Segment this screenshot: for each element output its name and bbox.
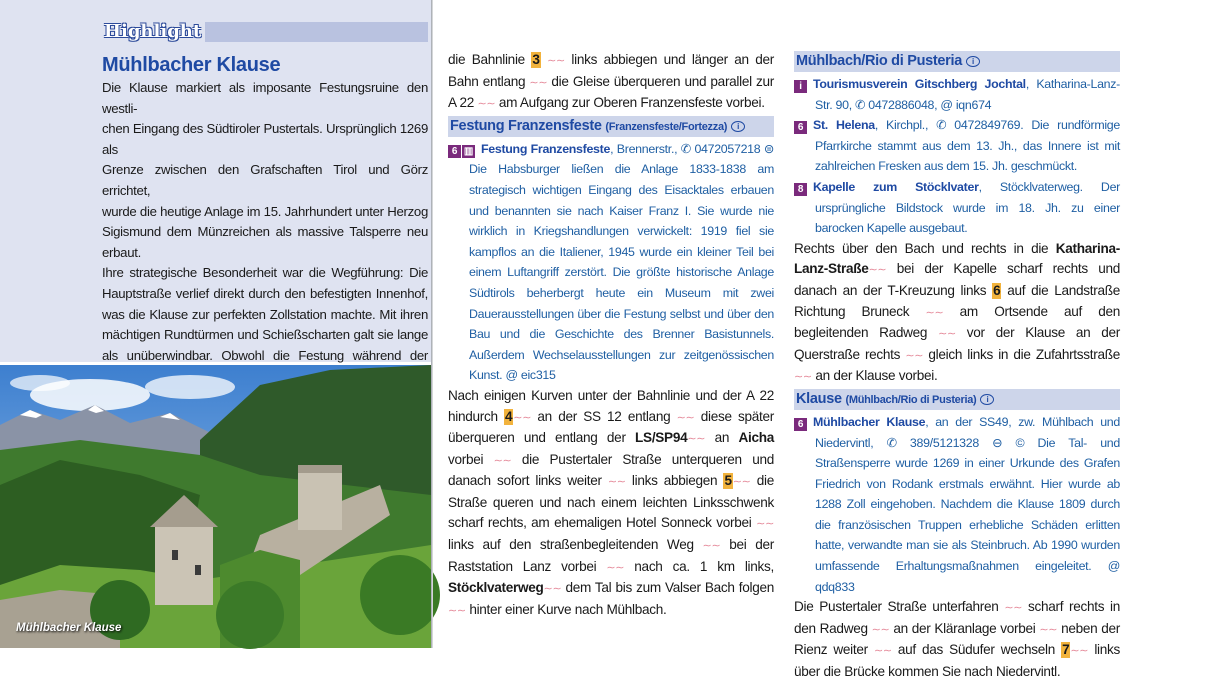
photo-illustration (0, 365, 431, 648)
photo-muehlbacher-klause (0, 365, 431, 648)
highlight-box (0, 0, 432, 362)
castle-icon: 6 (794, 418, 807, 431)
tourist-info-icon: i (794, 80, 807, 93)
column-middle (448, 50, 774, 621)
info-icon: i (980, 394, 994, 405)
poi-entry-kapelle: 8 Kapelle zum Stöcklvater, Stöcklvaterweg. Der ursprüngliche Bildstock wurde im 18. Jh. zu einer barocken Kapelle ausgebaut. (794, 177, 1120, 239)
route-arrow-icon: ∼∼ (756, 518, 774, 531)
waypoint-marker: 4 (505, 408, 513, 424)
route-arrow-icon: ∼∼ (676, 411, 695, 424)
waypoint-marker: 5 (724, 473, 732, 489)
route-paragraph-muehlbach: Rechts über den Bach und rechts in die Katharina-Lanz-Straße∼∼ bei der Kapelle scharf rechts und danach an der T-Kreuzung links 6 auf die Landstraße Richtung Bruneck ∼∼ am Ortsende auf den begleitenden Radweg ∼∼ vor der Klause an der Querstraße rechts ∼∼ gleich links in die Zufahrtsstraße ∼∼ an der Klause vorbei. (794, 240, 1120, 384)
column-right (794, 50, 1120, 683)
museum-icon: ▥ (463, 145, 474, 157)
info-icon: i (966, 56, 980, 67)
highlight-text-line: wurde die heutige Anlage im 15. Jahrhundert unter Herzog (102, 203, 428, 219)
highlight-text-line: Grenze zwischen den Grafschaften Tirol und Görz errichtet, (102, 162, 428, 198)
route-arrow-icon: ∼∼ (868, 264, 887, 277)
route-arrow-icon: ∼∼ (493, 454, 512, 467)
route-arrow-icon: ∼∼ (794, 371, 812, 384)
route-arrow-icon: ∼∼ (1004, 602, 1023, 615)
highlight-tag (102, 22, 428, 42)
route-arrow-icon: ∼∼ (938, 328, 956, 341)
highlight-text-line: chen Eingang des Südtiroler Pustertals. Ursprünglich 1269 als (102, 121, 428, 157)
route-arrow-icon: ∼∼ (1070, 645, 1089, 658)
route-arrow-icon: ∼∼ (529, 76, 548, 89)
info-icon: i (731, 121, 745, 132)
route-arrow-icon: ∼∼ (543, 583, 562, 596)
route-arrow-icon: ∼∼ (702, 540, 721, 553)
route-arrow-icon: ∼∼ (732, 476, 751, 489)
highlight-text-line: als unüberwindbar. Obwohl die Festung während der (102, 347, 428, 363)
waypoint-marker: 7 (1062, 642, 1070, 658)
church-icon: 6 (794, 121, 807, 134)
route-arrow-icon: ∼∼ (607, 476, 626, 489)
route-arrow-icon: ∼∼ (547, 55, 565, 67)
poi-entry-muehlbacher-klause: 6 Mühlbacher Klause, an der SS49, zw. Mühlbach und Niedervintl, ✆ 389/5121328 ⊖ © Die Tal- und Straßensperre wurde 1269 in einer Urkunde des Grafen Friedrich von Rodank erstmals erwähnt. Hier wurde ab 1288 Zoll eingehoben. Nachdem die Klause 1809 durch die französischen Truppen erhebliche Schäden erlitten hatte, verwandte man sie als Steinbruch. Ab 1990 wurden umfassende Erhaltungsmaßnahmen eingeleitet. @ qdq833 (794, 412, 1120, 597)
left-page (0, 0, 432, 648)
section-header-klause: Klause (Mühlbach/Rio di Pusteria) i (794, 389, 1120, 410)
poi-entry-st-helena: 6 St. Helena, Kirchpl., ✆ 0472849769. Die rundförmige Pfarrkirche stammt aus dem 13. Jh., das Innere ist mit zahlreichen Fresken aus dem 15. Jh. geschmückt. (794, 115, 1120, 177)
route-arrow-icon: ∼∼ (873, 645, 892, 658)
highlight-text-line: was die Klause zur perfekten Zollstation machte. Mit ihren (102, 306, 428, 322)
route-paragraph-intro: die Bahnlinie 3 ∼∼ links abbiegen und länger an der Bahn entlang ∼∼ die Gleise überqueren und parallel zur A 22 ∼∼ am Aufgang zur Oberen Franzensfeste vorbei. (448, 52, 775, 111)
waypoint-marker: 6 (993, 282, 1001, 298)
chapel-icon: 8 (794, 183, 807, 196)
page-gutter (431, 0, 433, 648)
highlight-title: Mühlbacher Klause (102, 54, 281, 76)
highlight-text-line: Die Klause markiert als imposante Festungsruine den westli- (102, 80, 428, 116)
section-header-franzensfeste: Festung Franzensfeste (Franzensfeste/Fortezza) i (448, 116, 774, 137)
route-arrow-icon: ∼∼ (448, 604, 466, 617)
highlight-text-line: Hauptstraße verlief direkt durch den befestigten Innenhof, (102, 285, 428, 301)
highlight-text-line: Sigismund dem Münzreichen als massive Talsperre neu erbaut. (102, 224, 428, 260)
church-icon: 6 (448, 145, 461, 158)
route-arrow-icon: ∼∼ (513, 411, 532, 424)
route-arrow-icon: ∼∼ (871, 623, 890, 636)
poi-entry-festung-franzensfeste: 6 ▥ Festung Franzensfeste, Brennerstr., ✆ 0472057218 ⊜ Die Habsburger ließen die Anlage 1833-1838 am strategisch wichtigen Eingang des Eisacktales erbauen und benannten sie nach Kaiser Franz I. Sie wurde nie wirklich in Kriegshandlungen verwickelt: 1919 fiel sie kampflos an die Italiener, 1945 wurde ein kleiner Teil bei einem Luftangriff zerstört. Die größte historische Anlage Südtirols beherbergt heute ein Museum mit zwei Dauerausstellungen über die Festung selbst und über den Bau und die Geschichte des Brenner Basistunnels. Außerdem Wechselausstellungen zur zeitgenössischen Kunst. @ eic315 (448, 139, 774, 386)
route-arrow-icon: ∼∼ (925, 306, 944, 319)
route-paragraph-main: Nach einigen Kurven unter der Bahnlinie und der A 22 hindurch 4∼∼ an der SS 12 entlang ∼∼ diese später überqueren und entlang der LS/SP94∼∼ an Aicha vorbei ∼∼ die Pustertaler Straße unterqueren und danach sofort links weiter ∼∼ links abbiegen 5∼∼ die Straße queren und nach einem leichten Linksschwenk scharf rechts, am ehemaligen Hotel Sonneck vorbei ∼∼ links auf den straßenbegleitenden Weg ∼∼ bei der Raststation Lanz vorbei ∼∼ nach ca. 1 km links, Stöcklvaterweg∼∼ dem Tal bis zum Valser Bach folgen ∼∼ hinter einer Kurve nach Mühlbach. (448, 387, 774, 617)
highlight-text-line: Ihre strategische Besonderheit war die Wegführung: Die (102, 265, 428, 281)
photo-caption: Mühlbacher Klause (16, 622, 122, 634)
route-paragraph-klause: Die Pustertaler Straße unterfahren ∼∼ scharf rechts in den Radweg ∼∼ an der Kläranlage vorbei ∼∼ neben der Rienz weiter ∼∼ auf das Südufer wechseln 7∼∼ links über die Brücke kommen Sie nach Niedervintl. (794, 599, 1121, 680)
waypoint-marker: 3 (532, 52, 540, 67)
route-arrow-icon: ∼∼ (687, 433, 706, 446)
section-header-muehlbach: Mühlbach/Rio di Pusteria i (794, 51, 1120, 72)
route-arrow-icon: ∼∼ (905, 349, 924, 362)
route-arrow-icon: ∼∼ (477, 98, 496, 111)
poi-entry-tourismusverein: i Tourismusverein Gitschberg Jochtal, Katharina-Lanz-Str. 90, ✆ 0472886048, @ iqn674 (794, 74, 1120, 115)
highlight-text-line: mächtigen Rundtürmen und Schießscharten galt sie lange (102, 327, 428, 343)
route-arrow-icon: ∼∼ (606, 561, 625, 574)
highlight-tag-label: Highlight (102, 22, 205, 42)
route-arrow-icon: ∼∼ (1039, 623, 1058, 636)
